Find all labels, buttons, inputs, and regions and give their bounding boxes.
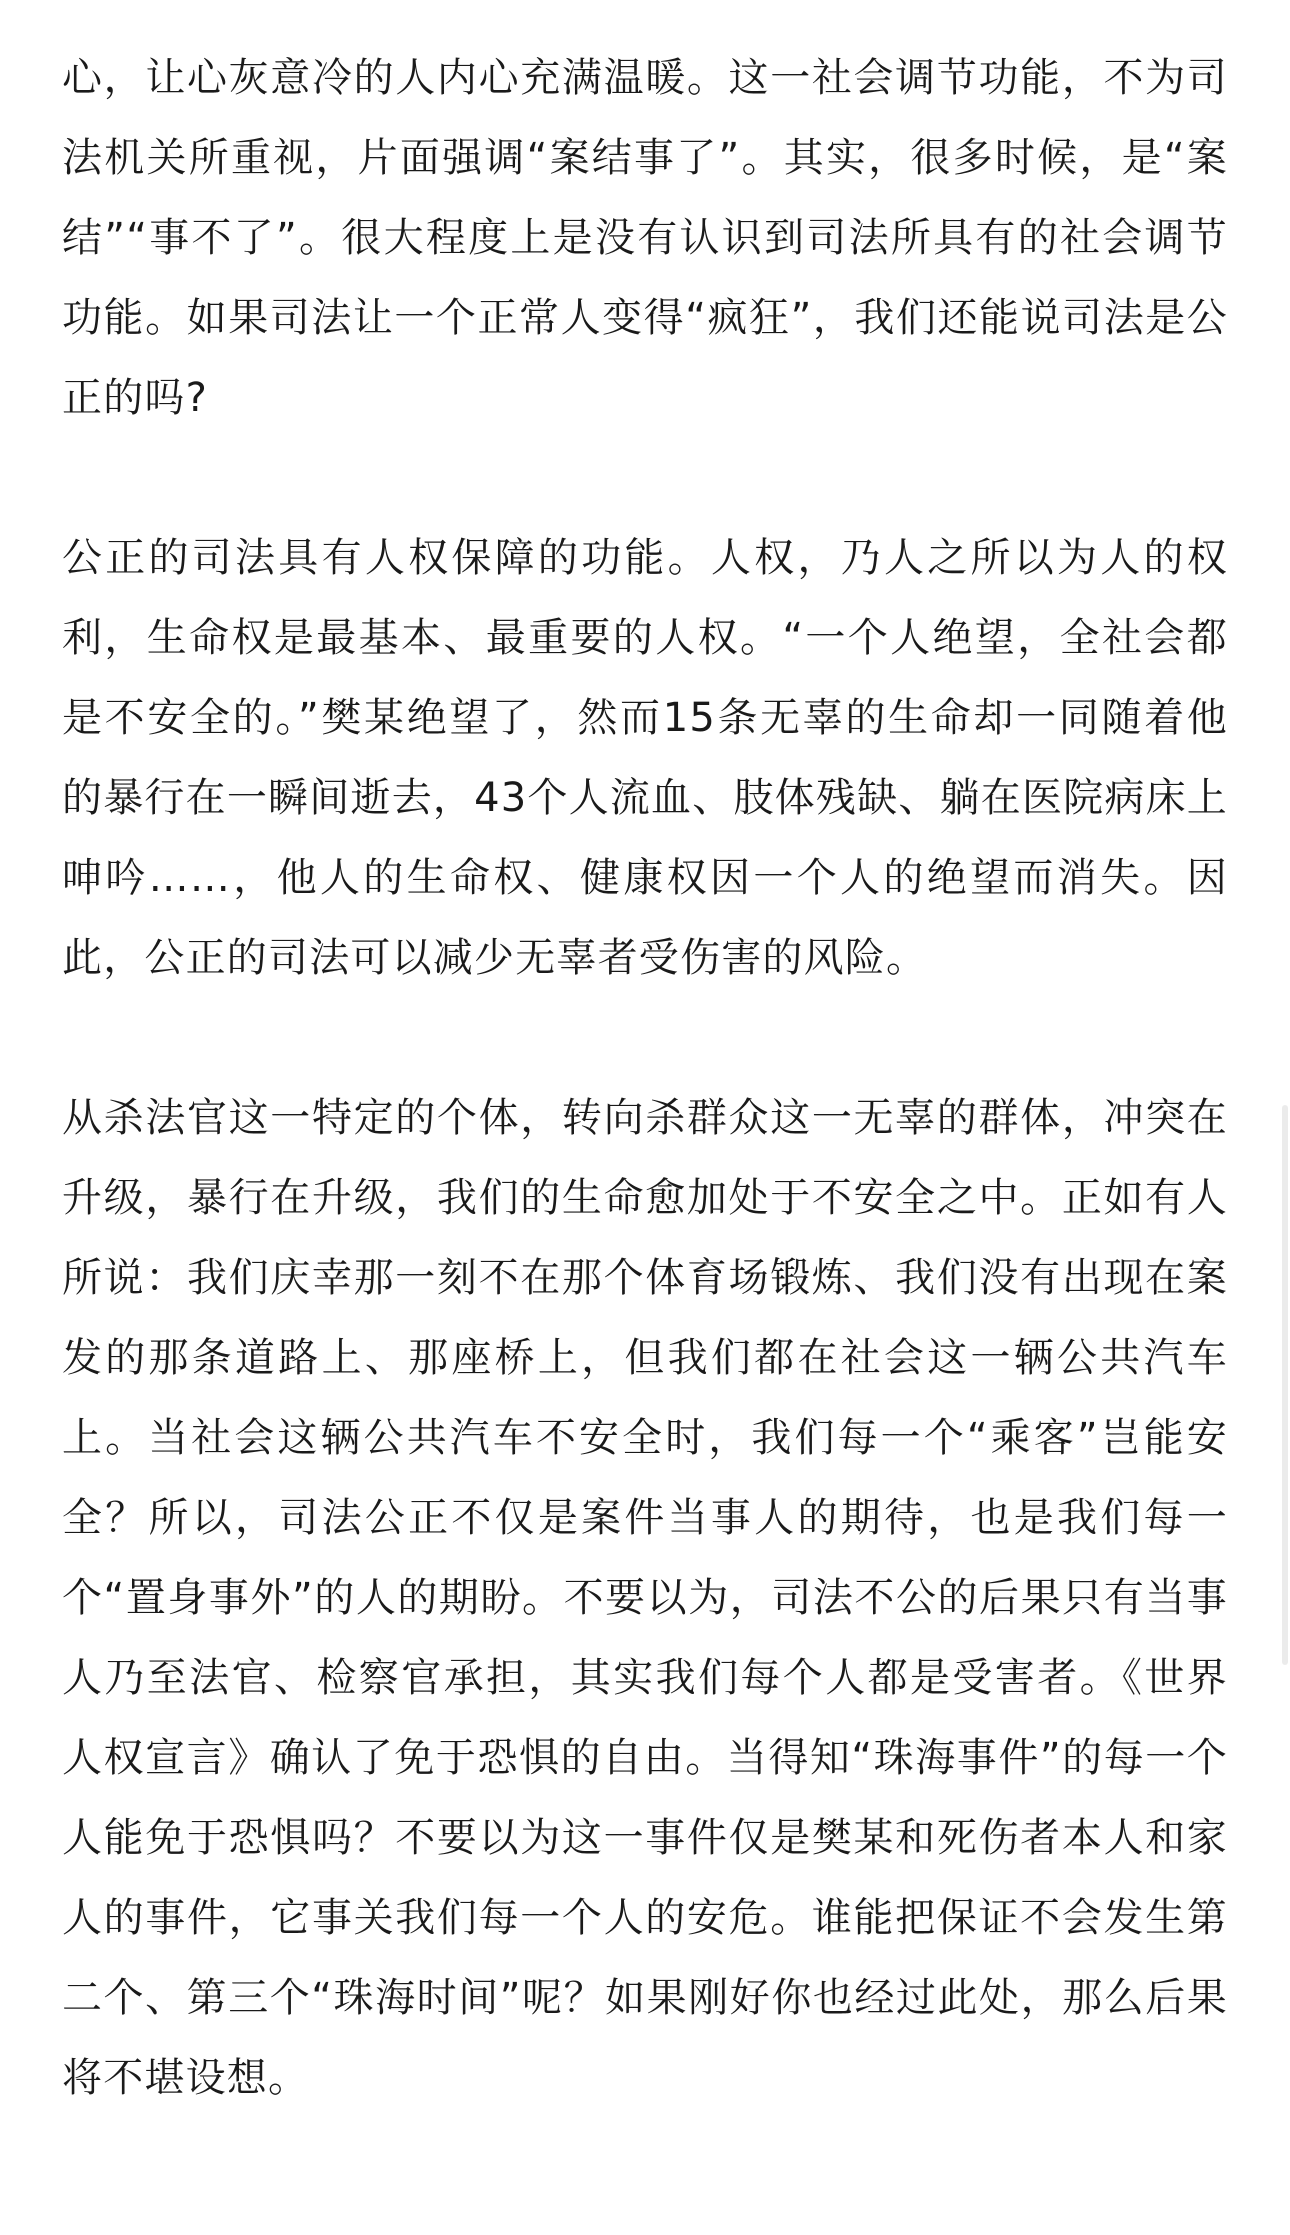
article-paragraph-1: 心，让心灰意冷的人内心充满温暖。这一社会调节功能，不为司法机关所重视，片面强调“案结事了”。其实，很多时候，是“案结”“事不了”。很大程度上是没有认识到司法所具有的社会调节功能。如果司法让一个正常人变得“疯狂”，我们还能说司法是公正的吗? <box>62 55 1228 421</box>
article-paragraph-3: 从杀法官这一特定的个体，转向杀群众这一无辜的群体，冲突在升级，暴行在升级，我们的生命愈加处于不安全之中。正如有人所说：我们庆幸那一刻不在那个体育场锻炼、我们没有出现在案发的那条道路上、那座桥上，但我们都在社会这一辆公共汽车上。当社会这辆公共汽车不安全时，我们每一个“乘客”岂能安全？所以，司法公正不仅是案件当事人的期待，也是我们每一个“置身事外”的人的期盼。不要以为，司法不公的后果只有当事人乃至法官、检察官承担，其实我们每个人都是受害者。《世界人权宣言》确认了免于恐惧的自由。当得知“珠海事件”的每一个人能免于恐惧吗？不要以为这一事件仅是樊某和死伤者本人和家人的事件，它事关我们每一个人的安危。谁能把保证不会发生第二个、第三个“珠海时间”呢？如果刚好你也经过此处，那么后果将不堪设想。 <box>62 1095 1228 2101</box>
article-paragraph-2: 公正的司法具有人权保障的功能。人权，乃人之所以为人的权利，生命权是最基本、最重要的人权。“一个人绝望，全社会都是不安全的。”樊某绝望了，然而15条无辜的生命却一同随着他的暴行在一瞬间逝去，43个人流血、肢体残缺、躺在医院病床上呻吟……，他人的生命权、健康权因一个人的绝望而消失。因此，公正的司法可以减少无辜者受伤害的风险。 <box>62 535 1228 981</box>
vertical-scrollbar[interactable] <box>1282 1105 1288 1665</box>
article-body <box>62 38 1228 2118</box>
